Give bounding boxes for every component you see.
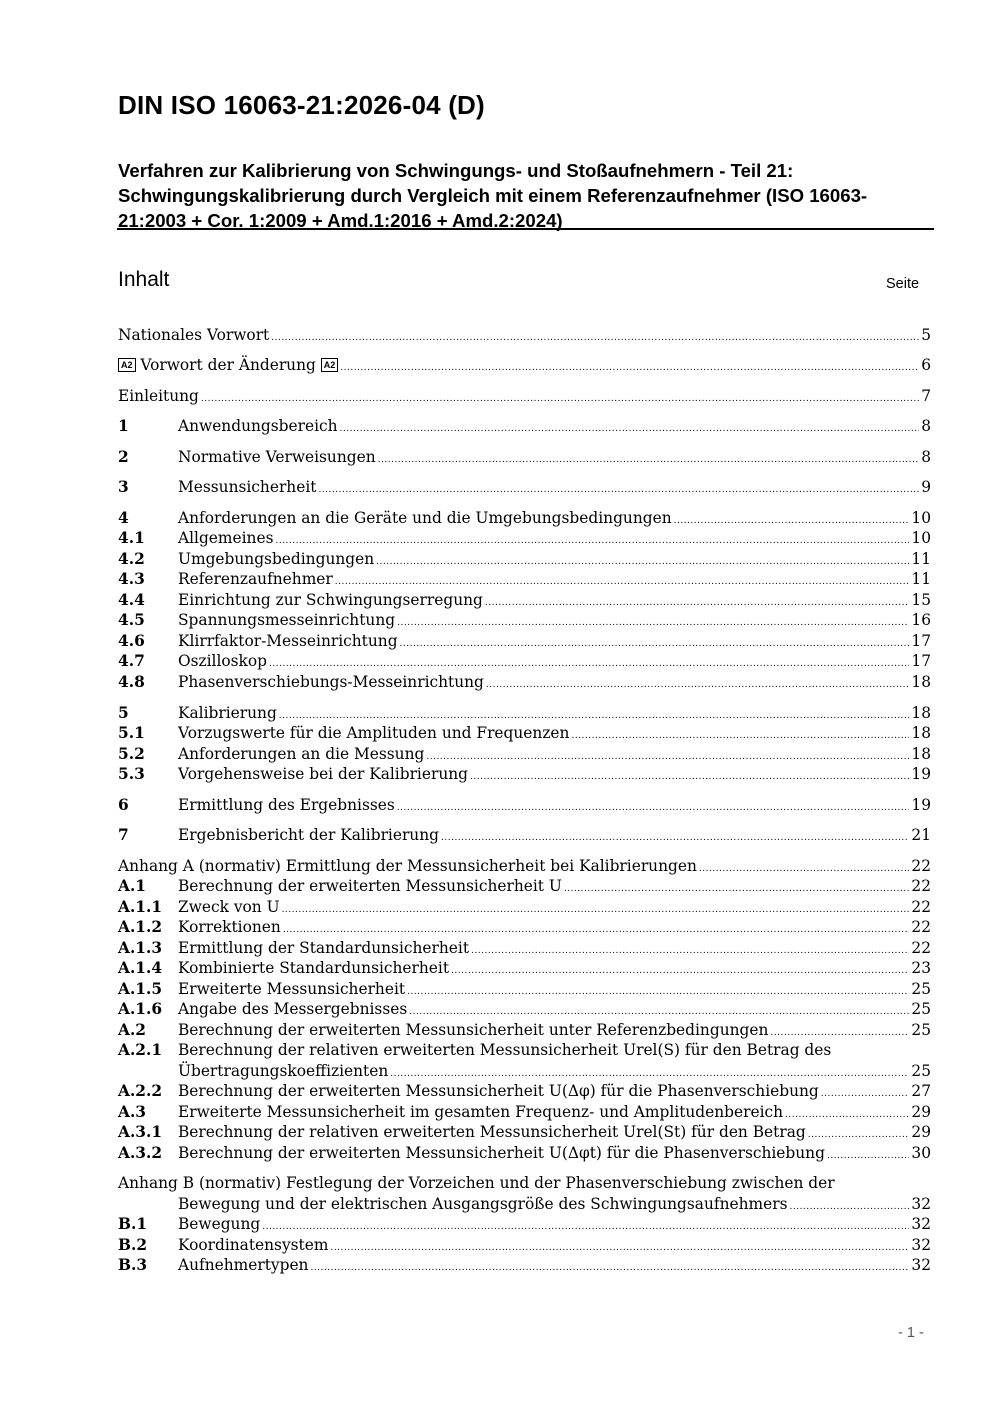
toc-entry-page: 22 [911, 939, 931, 957]
toc-entry-page: 25 [911, 1062, 931, 1080]
toc-entry-number: A.1.5 [118, 980, 163, 998]
toc-leader [378, 450, 920, 471]
toc-entry[interactable] [118, 897, 931, 918]
toc-entry-page: 18 [911, 704, 931, 722]
toc-entry-number: 4.3 [118, 570, 145, 588]
toc-entry-title: Referenzaufnehmer [178, 570, 333, 588]
toc-entry-number: 3 [118, 478, 129, 496]
toc-entry-page: 8 [921, 448, 931, 466]
toc-entry-title: Koordinatensystem [178, 1236, 329, 1254]
toc-entry[interactable] [118, 1040, 931, 1061]
toc-entry-number: 5.2 [118, 745, 145, 763]
toc-entry-page: 16 [911, 611, 931, 629]
toc-entry-title: Korrektionen [178, 918, 281, 936]
toc-entry-number: 1 [118, 417, 129, 435]
toc-entry-title: Anhang A (normativ) Ermittlung der Messunsicherheit bei Kalibrierungen [118, 857, 697, 875]
toc-entry[interactable] [118, 723, 931, 744]
toc-entry[interactable] [118, 590, 931, 611]
toc-entry-page: 15 [911, 591, 931, 609]
toc-entry-page: 30 [911, 1144, 931, 1162]
toc-entry-number: 5 [118, 704, 129, 722]
toc-entry-page: 11 [911, 570, 931, 588]
toc-entry-title-continuation: Übertragungskoeffizienten [178, 1062, 389, 1080]
toc-entry-title: Ermittlung der Standardunsicherheit [178, 939, 470, 957]
toc-entry-number: 7 [118, 826, 129, 844]
toc-entry-title: Spannungsmesseinrichtung [178, 611, 396, 629]
toc-leader [310, 1258, 909, 1279]
toc-entry-title: Phasenverschiebungs-Messeinrichtung [178, 673, 484, 691]
subtitle-line: Schwingungskalibrierung durch Vergleich mit einem Referenzaufnehmer (ISO 16063- [118, 185, 868, 206]
toc-entry-number: A.2 [118, 1021, 147, 1039]
toc-entry-page: 19 [911, 796, 931, 814]
toc-entry-page: 25 [911, 1000, 931, 1018]
toc-entry-title: Anhang B (normativ) Festlegung der Vorzeichen und der Phasenverschiebung zwischen der [118, 1174, 835, 1192]
toc-entry-number: A.1.4 [118, 959, 163, 977]
toc-entry[interactable] [118, 651, 931, 672]
toc-entry-number: 4 [118, 509, 129, 527]
toc-entry[interactable] [118, 1102, 931, 1123]
toc-entry-page: 11 [911, 550, 931, 568]
toc-entry-number: 4.5 [118, 611, 145, 629]
toc-page-heading: Seite [886, 276, 920, 292]
toc-entry-page: 19 [911, 765, 931, 783]
toc-entry-title: Oszilloskop [178, 652, 267, 670]
toc-entry[interactable] [118, 477, 931, 498]
toc-entry[interactable] [118, 1122, 931, 1143]
toc-entry-title: Ergebnisbericht der Kalibrierung [178, 826, 439, 844]
toc-entry[interactable] [118, 569, 931, 590]
toc-entry-page: 18 [911, 673, 931, 691]
toc-leader [340, 358, 919, 379]
toc-entry-title: Vorgehensweise bei der Kalibrierung [178, 765, 468, 783]
toc-entry-number: A.1.1 [118, 898, 163, 916]
page-number: - 1 - [898, 1325, 924, 1341]
toc-entry-page: 32 [911, 1256, 931, 1274]
toc-entry[interactable] [118, 917, 931, 938]
toc-leader [486, 675, 910, 696]
toc-entry-title: Vorwort der Änderung [140, 356, 316, 374]
toc-entry-number: A.1 [118, 877, 147, 895]
toc-entry-number: A.3.1 [118, 1123, 163, 1141]
toc-entry[interactable] [118, 856, 931, 877]
toc-entry-number: 5.3 [118, 765, 145, 783]
toc-entry[interactable] [118, 1020, 931, 1041]
toc-entry[interactable] [118, 979, 931, 1000]
toc-entry-page: 7 [921, 387, 931, 405]
toc-entry-page: 10 [911, 529, 931, 547]
toc-leader [201, 389, 919, 410]
toc-entry[interactable] [118, 795, 931, 816]
toc-entry[interactable] [118, 355, 931, 376]
toc-entry[interactable] [118, 744, 931, 765]
toc-entry[interactable] [118, 508, 931, 529]
toc-entry[interactable] [118, 528, 931, 549]
toc-entry[interactable] [118, 876, 931, 897]
toc-entry-number: A.3 [118, 1103, 147, 1121]
toc-entry-title: Allgemeines [178, 529, 274, 547]
amendment-end-mark: A2 [321, 358, 339, 372]
document-subtitle [118, 158, 933, 233]
toc-entry[interactable] [118, 325, 931, 346]
toc-entry-page: 22 [911, 877, 931, 895]
toc-leader [318, 480, 919, 501]
toc-entry[interactable] [118, 1173, 931, 1194]
toc-entry-page: 22 [911, 857, 931, 875]
toc-entry-title: Aufnehmertypen [178, 1256, 309, 1274]
toc-entry-number: 2 [118, 448, 129, 466]
toc-entry-page: 32 [911, 1236, 931, 1254]
toc-entry[interactable] [118, 1143, 931, 1164]
subtitle-line: Verfahren zur Kalibrierung von Schwingungs- und Stoßaufnehmern - Teil 21: [118, 160, 794, 181]
toc-entry-page: 6 [921, 356, 931, 374]
toc-entry-title: Anforderungen an die Messung [178, 745, 425, 763]
toc-entry-number: 4.6 [118, 632, 145, 650]
toc-entry-title: Nationales Vorwort [118, 326, 270, 344]
subtitle-line: 21:2003 + Cor. 1:2009 + Amd.1:2016 + Amd.2:2024) [118, 210, 563, 231]
toc-leader [340, 419, 920, 440]
toc-entry[interactable] [118, 938, 931, 959]
toc-entry[interactable] [118, 958, 931, 979]
toc-entry-number: B.2 [118, 1236, 148, 1254]
toc-entry-number: A.1.6 [118, 1000, 163, 1018]
toc-leader [397, 798, 910, 819]
toc-entry-page: 9 [921, 478, 931, 496]
amendment-start-mark: A2 [118, 358, 136, 372]
toc-entry-title: Zweck von U [178, 898, 280, 916]
toc-entry-title: Einrichtung zur Schwingungserregung [178, 591, 483, 609]
toc-entry-continuation[interactable] [118, 1194, 931, 1215]
toc-entry[interactable] [118, 1214, 931, 1235]
toc-entry-number: B.1 [118, 1215, 148, 1233]
toc-entry-title: Berechnung der erweiterten Messunsicherheit U(Δφt) für die Phasenverschiebung [178, 1144, 825, 1162]
toc-entry-page: 18 [911, 724, 931, 742]
toc-entry-page: 23 [911, 959, 931, 977]
toc-entry-title: Umgebungsbedingungen [178, 550, 375, 568]
toc-entry-title: Erweiterte Messunsicherheit [178, 980, 406, 998]
toc-entry-title: Kalibrierung [178, 704, 277, 722]
toc-entry-number: A.1.3 [118, 939, 163, 957]
toc-entry-title: Einleitung [118, 387, 199, 405]
document-id: DIN ISO 16063-21:2026-04 (D) [118, 90, 485, 120]
toc-entry[interactable] [118, 447, 931, 468]
toc-entry[interactable] [118, 416, 931, 437]
toc-entry-title: Erweiterte Messunsicherheit im gesamten Frequenz- und Amplitudenbereich [178, 1103, 784, 1121]
toc-entry-number: 5.1 [118, 724, 145, 742]
toc-entry-page: 27 [911, 1082, 931, 1100]
toc-entry-number: 4.4 [118, 591, 145, 609]
toc-entry-number: A.2.2 [118, 1082, 163, 1100]
toc-entry-page: 25 [911, 1021, 931, 1039]
toc-entry-page: 10 [911, 509, 931, 527]
toc-entry-title: Vorzugswerte für die Amplituden und Frequenzen [178, 724, 570, 742]
toc-entry-number: 4.7 [118, 652, 145, 670]
toc-entry[interactable] [118, 631, 931, 652]
toc-leader [271, 328, 919, 349]
toc-heading: Inhalt [118, 268, 170, 291]
toc-entry-number: 4.2 [118, 550, 145, 568]
toc-leader [441, 828, 909, 849]
toc-entry-title: Klirrfaktor-Messeinrichtung [178, 632, 398, 650]
toc-entry-page: 25 [911, 980, 931, 998]
toc-leader [827, 1146, 909, 1167]
toc-entry[interactable] [118, 386, 931, 407]
toc-entry[interactable] [118, 999, 931, 1020]
toc-entry-number: 4.1 [118, 529, 145, 547]
toc-entry-title: Normative Verweisungen [178, 448, 376, 466]
toc-entry[interactable] [118, 825, 931, 846]
toc-entry[interactable] [118, 610, 931, 631]
toc-entry-number: A.3.2 [118, 1144, 163, 1162]
toc-entry-title: Kombinierte Standardunsicherheit [178, 959, 450, 977]
toc-entry-title: Angabe des Messergebnisses [178, 1000, 408, 1018]
toc-entry[interactable] [118, 549, 931, 570]
toc-entry-title: Messunsicherheit [178, 478, 317, 496]
toc-entry-title-continuation: Bewegung und der elektrischen Ausgangsgröße des Schwingungsaufnehmers [178, 1195, 788, 1213]
toc-entry-number: A.2.1 [118, 1041, 163, 1059]
toc-entry[interactable] [118, 1235, 931, 1256]
toc-entry-page: 5 [921, 326, 931, 344]
toc-entry-number: A.1.2 [118, 918, 163, 936]
toc-entry-page: 17 [911, 652, 931, 670]
toc-entry[interactable] [118, 672, 931, 693]
toc-entry[interactable] [118, 1255, 931, 1276]
toc-entry-title: Berechnung der erweiterten Messunsicherheit unter Referenzbedingungen [178, 1021, 769, 1039]
toc-leader [470, 767, 909, 788]
toc-entry-page: 32 [911, 1195, 931, 1213]
toc-entry-title: Ermittlung des Ergebnisses [178, 796, 395, 814]
toc-entry-page: 22 [911, 898, 931, 916]
toc-entry-title: Berechnung der relativen erweiterten Messunsicherheit Urel(S) für den Betrag des [178, 1041, 832, 1059]
toc-entry-page: 29 [911, 1123, 931, 1141]
toc-entry-page: 8 [921, 417, 931, 435]
toc-entry-page: 18 [911, 745, 931, 763]
toc-entry-number: B.3 [118, 1256, 148, 1274]
toc-entry[interactable] [118, 703, 931, 724]
toc-entry-title: Berechnung der erweiterten Messunsicherheit U(Δφ) für die Phasenverschiebung [178, 1082, 819, 1100]
toc-entry-page: 17 [911, 632, 931, 650]
toc-entry-page: 32 [911, 1215, 931, 1233]
toc-entry[interactable] [118, 764, 931, 785]
toc-entry-number: 4.8 [118, 673, 145, 691]
toc-entry-number: 6 [118, 796, 129, 814]
toc-entry-title: Berechnung der relativen erweiterten Messunsicherheit Urel(St) für den Betrag [178, 1123, 806, 1141]
toc-entry-page: 22 [911, 918, 931, 936]
toc-entry-title: Bewegung [178, 1215, 261, 1233]
toc-entry-page: 29 [911, 1103, 931, 1121]
title-rule [117, 228, 934, 230]
toc-entry-page: 21 [911, 826, 931, 844]
toc-entry[interactable] [118, 1081, 931, 1102]
toc-entry-continuation[interactable] [118, 1061, 931, 1082]
toc-entry-title: Anwendungsbereich [178, 417, 338, 435]
toc-entry-title: Berechnung der erweiterten Messunsicherheit U [178, 877, 562, 895]
toc-entry-title: Anforderungen an die Geräte und die Umgebungsbedingungen [178, 509, 672, 527]
